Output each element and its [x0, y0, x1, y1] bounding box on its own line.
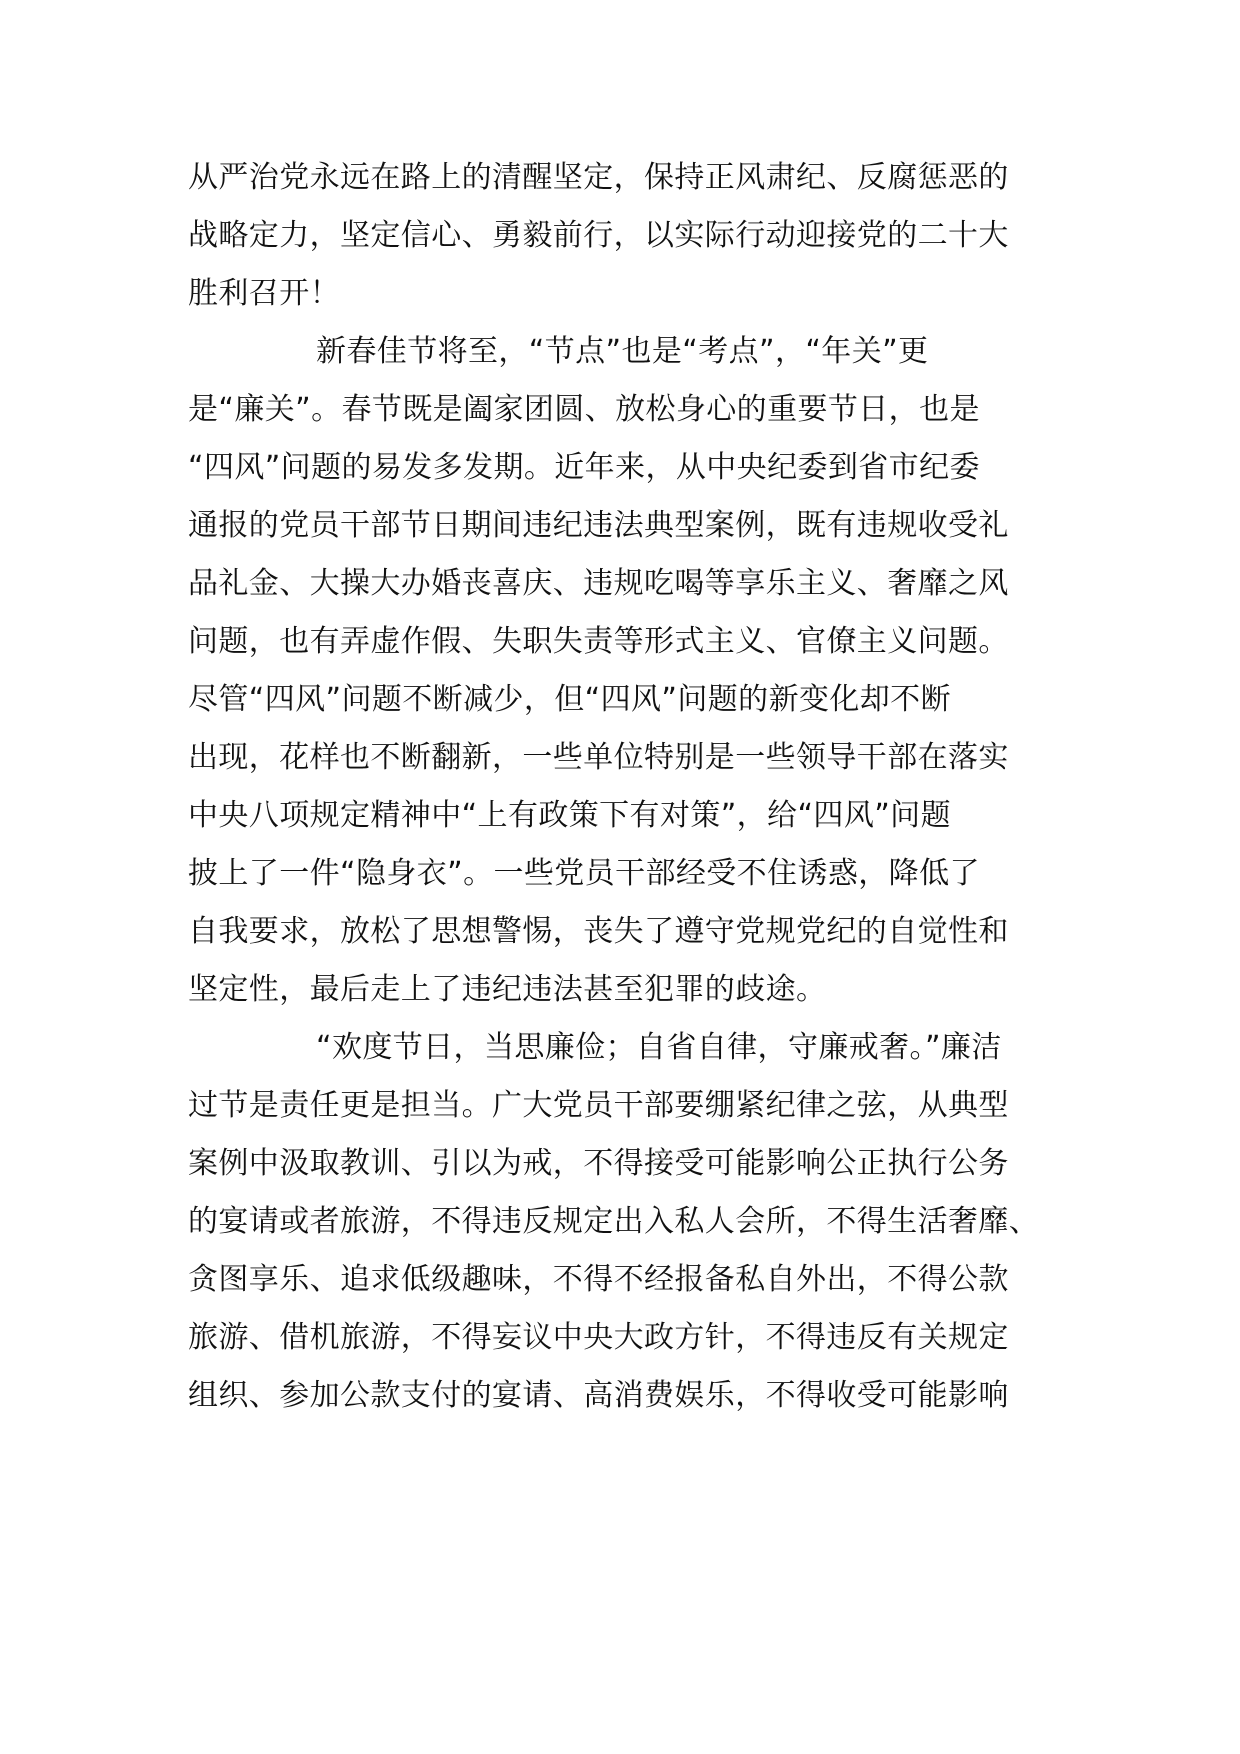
- text-line: “四风”问题的易发多发期。近年来，从中央纪委到省市纪委: [188, 450, 980, 485]
- paragraph-first-line: 新春佳节将至，“节点”也是“考点”，“年关”更: [316, 334, 929, 369]
- text-line: 披上了一件“隐身衣”。一些党员干部经受不住诱惑，降低了: [188, 856, 980, 891]
- text-line: 案例中汲取教训、引以为戒，不得接受可能影响公正执行公务: [188, 1146, 1009, 1181]
- text-line: 中央八项规定精神中“上有政策下有对策”，给“四风”问题: [188, 798, 951, 833]
- text-line: 贪图享乐、追求低级趣味，不得不经报备私自外出，不得公款: [188, 1262, 1009, 1297]
- text-line: 出现，花样也不断翻新，一些单位特别是一些领导干部在落实: [188, 740, 1009, 775]
- paragraph-first-line: “欢度节日，当思廉俭；自省自律，守廉戒奢。”廉洁: [316, 1030, 1002, 1065]
- text-line: 品礼金、大操大办婚丧喜庆、违规吃喝等享乐主义、奢靡之风: [188, 566, 1009, 601]
- text-line: 尽管“四风”问题不断减少，但“四风”问题的新变化却不断: [188, 682, 951, 717]
- text-line: 旅游、借机旅游，不得妄议中央大政方针，不得违反有关规定: [188, 1320, 1009, 1355]
- text-line: 从严治党永远在路上的清醒坚定，保持正风肃纪、反腐惩恶的: [188, 160, 1009, 195]
- text-line: 过节是责任更是担当。广大党员干部要绷紧纪律之弦，从典型: [188, 1088, 1009, 1123]
- text-line: 是“廉关”。春节既是阖家团圆、放松身心的重要节日，也是: [188, 392, 980, 427]
- text-line: 自我要求，放松了思想警惕，丧失了遵守党规党纪的自觉性和: [188, 914, 1009, 949]
- text-line: 战略定力，坚定信心、勇毅前行，以实际行动迎接党的二十大: [188, 218, 1009, 253]
- text-line: 胜利召开！: [188, 276, 340, 311]
- text-line: 组织、参加公款支付的宴请、高消费娱乐，不得收受可能影响: [188, 1378, 1009, 1413]
- text-line: 通报的党员干部节日期间违纪违法典型案例，既有违规收受礼: [188, 508, 1009, 543]
- text-line: 的宴请或者旅游，不得违反规定出入私人会所，不得生活奢靡、: [188, 1204, 1040, 1239]
- text-line: 坚定性，最后走上了违纪违法甚至犯罪的歧途。: [188, 972, 827, 1007]
- text-line: 问题，也有弄虚作假、失职失责等形式主义、官僚主义问题。: [188, 624, 1009, 659]
